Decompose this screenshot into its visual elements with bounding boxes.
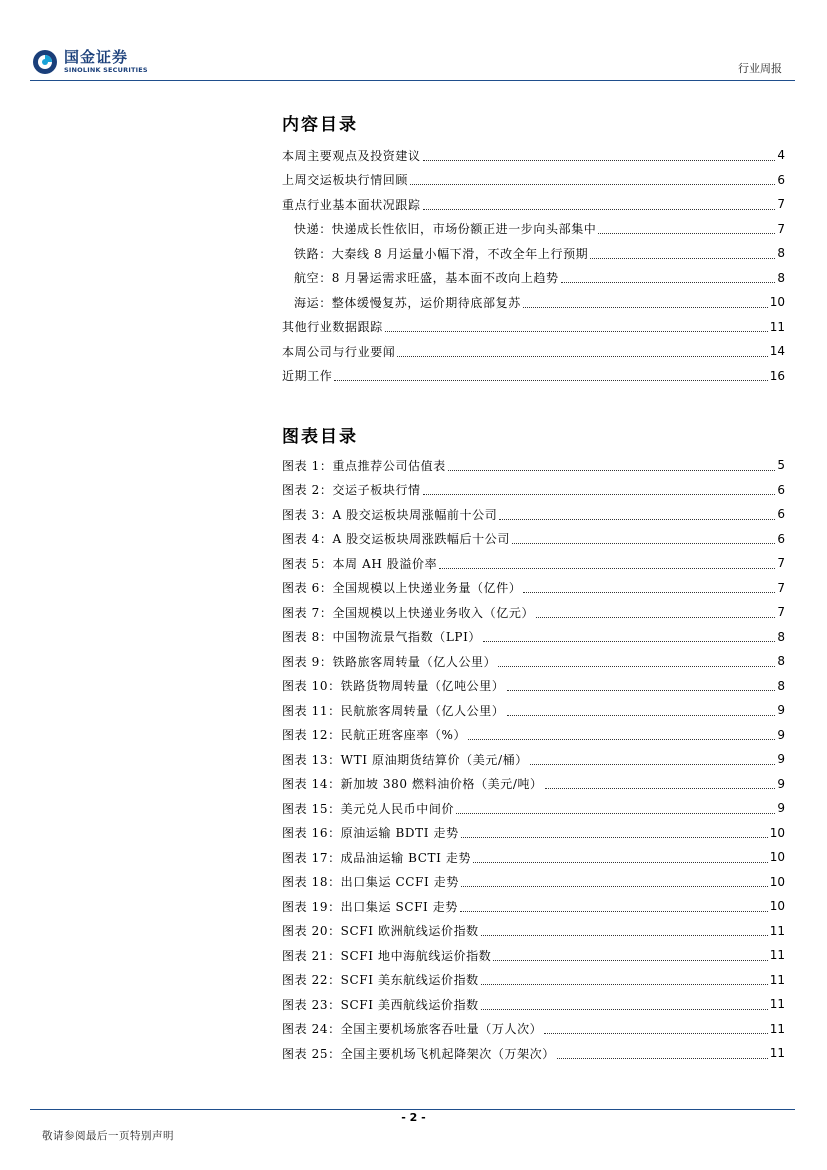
dot-leader (523, 582, 775, 593)
toc-entry-label[interactable]: 近期工作 (282, 369, 333, 384)
dot-leader (397, 346, 767, 357)
figure-entry[interactable] (282, 747, 785, 772)
figure-entry[interactable] (282, 478, 785, 503)
figure-entry-label[interactable]: 图表 22：SCFI 美东航线运价指数 (282, 973, 479, 988)
figure-entry-label[interactable]: 图表 18：出口集运 CCFI 走势 (282, 875, 459, 890)
brand-name-en: SINOLINK SECURITIES (64, 66, 148, 74)
figure-entry-page[interactable]: 8 (777, 654, 785, 669)
dot-leader (448, 460, 776, 471)
toc-entry[interactable] (282, 339, 785, 364)
dot-leader (410, 174, 775, 185)
figure-entry-label[interactable]: 图表 19：出口集运 SCFI 走势 (282, 899, 458, 914)
toc-entry[interactable] (282, 266, 785, 291)
figure-entry-label[interactable]: 图表 23：SCFI 美西航线运价指数 (282, 997, 479, 1012)
toc-entry-page[interactable]: 6 (777, 172, 785, 187)
toc-entry[interactable] (282, 241, 785, 266)
figure-entry[interactable] (282, 870, 785, 895)
figure-entry[interactable] (282, 551, 785, 576)
figure-entry[interactable] (282, 919, 785, 944)
dot-leader (523, 297, 768, 308)
figure-entry[interactable] (282, 600, 785, 625)
dot-leader (334, 370, 767, 381)
dot-leader (493, 950, 767, 961)
dot-leader (468, 729, 775, 740)
report-type: 行业周报 (738, 62, 782, 75)
toc-entry[interactable] (282, 315, 785, 340)
dot-leader (483, 631, 775, 642)
figure-entry[interactable] (282, 674, 785, 699)
toc-entry-page[interactable]: 7 (777, 221, 785, 236)
figure-entry-page[interactable]: 9 (777, 703, 785, 718)
dot-leader (512, 533, 775, 544)
figure-entry-page[interactable]: 11 (769, 972, 785, 987)
figure-entry-page[interactable]: 9 (777, 801, 785, 816)
figure-entry-page[interactable]: 6 (777, 482, 785, 497)
toc-entry-page[interactable]: 10 (769, 295, 785, 310)
figure-entry[interactable] (282, 649, 785, 674)
figure-entry[interactable] (282, 1041, 785, 1066)
toc-entry-label[interactable]: 本周公司与行业要闻 (282, 344, 396, 359)
dot-leader (423, 199, 776, 210)
figure-entry-page[interactable]: 9 (777, 752, 785, 767)
figures-title: 图表目录 (282, 427, 358, 447)
toc-title: 内容目录 (282, 115, 358, 135)
dot-leader (544, 1023, 767, 1034)
toc-entry-page[interactable]: 7 (777, 197, 785, 212)
figure-entry[interactable] (282, 845, 785, 870)
figure-entry-label[interactable]: 图表 8：中国物流景气指数（LPI） (282, 630, 482, 645)
figure-entry-label[interactable]: 图表 3：A 股交运板块周涨幅前十公司 (282, 507, 498, 522)
toc-entry-label[interactable]: 航空：8 月暑运需求旺盛，基本面不改向上趋势 (294, 271, 559, 286)
figure-entry-label[interactable]: 图表 10：铁路货物周转量（亿吨公里） (282, 679, 505, 694)
figure-entry[interactable] (282, 992, 785, 1017)
dot-leader (545, 778, 776, 789)
figure-entry-label[interactable]: 图表 20：SCFI 欧洲航线运价指数 (282, 924, 479, 939)
figure-entry-label[interactable]: 图表 21：SCFI 地中海航线运价指数 (282, 948, 492, 963)
dot-leader (536, 607, 775, 618)
figure-entry-label[interactable]: 图表 12：民航正班客座率（%） (282, 728, 467, 743)
dot-leader (498, 656, 775, 667)
disclaimer: 敬请参阅最后一页特别声明 (42, 1130, 174, 1142)
figure-entry[interactable] (282, 502, 785, 527)
figure-entry-page[interactable]: 7 (777, 580, 785, 595)
toc-entry[interactable] (282, 290, 785, 315)
dot-leader (456, 803, 775, 814)
dot-leader (507, 705, 776, 716)
figure-entry[interactable] (282, 943, 785, 968)
figure-entry-label[interactable]: 图表 15：美元兑人民币中间价 (282, 801, 455, 816)
figure-entry[interactable] (282, 894, 785, 919)
dot-leader (481, 974, 768, 985)
figure-entry-page[interactable]: 10 (769, 874, 785, 889)
dot-leader (481, 999, 768, 1010)
toc-entry[interactable] (282, 143, 785, 168)
toc-entry-label[interactable]: 铁路：大秦线 8 月运量小幅下滑，不改全年上行预期 (294, 246, 589, 261)
toc-entry-label[interactable]: 上周交运板块行情回顾 (282, 173, 409, 188)
figure-entry-page[interactable]: 6 (777, 531, 785, 546)
figure-entry-page[interactable]: 9 (777, 727, 785, 742)
figure-entry-page[interactable]: 7 (777, 556, 785, 571)
toc-entry-label[interactable]: 重点行业基本面状况跟踪 (282, 197, 421, 212)
dot-leader (561, 272, 776, 283)
toc-entry-label[interactable]: 海运：整体缓慢复苏，运价期待底部复苏 (294, 295, 521, 310)
figure-entry-label[interactable]: 图表 11：民航旅客周转量（亿人公里） (282, 703, 505, 718)
toc-list (282, 143, 785, 388)
toc-entry-page[interactable]: 16 (769, 368, 785, 383)
figure-entry[interactable] (282, 1017, 785, 1042)
dot-leader (598, 223, 775, 234)
toc-entry[interactable] (282, 364, 785, 389)
figure-entry-page[interactable]: 10 (769, 899, 785, 914)
dot-leader (590, 248, 775, 259)
figure-entry-page[interactable]: 11 (769, 1046, 785, 1061)
logo-mark-icon (32, 49, 58, 75)
toc-entry-label[interactable]: 快递：快递成长性依旧，市场份额正进一步向头部集中 (294, 222, 597, 237)
figure-entry-label[interactable]: 图表 16：原油运输 BDTI 走势 (282, 826, 459, 841)
figure-entry[interactable] (282, 796, 785, 821)
figure-entry-label[interactable]: 图表 17：成品油运输 BCTI 走势 (282, 850, 472, 865)
dot-leader (530, 754, 776, 765)
dot-leader (499, 509, 775, 520)
brand-name-cn: 国金证券 (64, 48, 129, 66)
dot-leader (439, 558, 775, 569)
figure-entry-label[interactable]: 图表 13：WTI 原油期货结算价（美元/桶） (282, 752, 528, 767)
figure-entry-label[interactable]: 图表 6：全国规模以上快递业务量（亿件） (282, 581, 522, 596)
toc-entry-page[interactable]: 4 (777, 148, 785, 163)
figure-entry[interactable] (282, 453, 785, 478)
dot-leader (473, 852, 768, 863)
dot-leader (507, 680, 776, 691)
figure-entry-page[interactable]: 11 (769, 948, 785, 963)
figure-entry-page[interactable]: 11 (769, 997, 785, 1012)
dot-leader (423, 484, 776, 495)
figure-entry[interactable] (282, 527, 785, 552)
toc-entry[interactable] (282, 192, 785, 217)
dot-leader (460, 901, 768, 912)
toc-entry[interactable] (282, 217, 785, 242)
figure-entry-page[interactable]: 8 (777, 678, 785, 693)
toc-entry[interactable] (282, 168, 785, 193)
figure-entry[interactable] (282, 723, 785, 748)
figure-entry-label[interactable]: 图表 7：全国规模以上快递业务收入（亿元） (282, 605, 535, 620)
figures-list (282, 453, 785, 1066)
figure-entry-page[interactable]: 7 (777, 605, 785, 620)
figure-entry-page[interactable]: 11 (769, 1021, 785, 1036)
page-number: - 2 - (401, 1111, 426, 1124)
figure-entry-page[interactable]: 5 (777, 458, 785, 473)
footer-divider (30, 1109, 795, 1110)
dot-leader (385, 321, 768, 332)
figure-entry-label[interactable]: 图表 1：重点推荐公司估值表 (282, 458, 446, 473)
figure-entry-label[interactable]: 图表 5：本周 AH 股溢价率 (282, 556, 438, 571)
figure-entry-label[interactable]: 图表 2：交运子板块行情 (282, 483, 421, 498)
figure-entry[interactable] (282, 821, 785, 846)
figure-entry[interactable] (282, 968, 785, 993)
dot-leader (461, 827, 768, 838)
dot-leader (461, 876, 768, 887)
toc-entry-label[interactable]: 其他行业数据跟踪 (282, 320, 383, 335)
toc-entry-label[interactable]: 本周主要观点及投资建议 (282, 148, 421, 163)
figure-entry-label[interactable]: 图表 14：新加坡 380 燃料油价格（美元/吨） (282, 777, 543, 792)
dot-leader (423, 150, 776, 161)
figure-entry-label[interactable]: 图表 4：A 股交运板块周涨跌幅后十公司 (282, 532, 510, 547)
toc-entry-page[interactable]: 14 (769, 344, 785, 359)
figure-entry[interactable] (282, 576, 785, 601)
dot-leader (557, 1048, 768, 1059)
header-divider (30, 80, 795, 81)
figure-entry[interactable] (282, 698, 785, 723)
figure-entry-page[interactable]: 8 (777, 629, 785, 644)
figure-entry-page[interactable]: 10 (769, 850, 785, 865)
dot-leader (481, 925, 768, 936)
figure-entry-page[interactable]: 11 (769, 923, 785, 938)
figure-entry-page[interactable]: 10 (769, 825, 785, 840)
figure-entry-page[interactable]: 9 (777, 776, 785, 791)
company-logo (30, 46, 160, 78)
figure-entry-label[interactable]: 图表 24：全国主要机场旅客吞吐量（万人次） (282, 1022, 543, 1037)
figure-entry-label[interactable]: 图表 9：铁路旅客周转量（亿人公里） (282, 654, 497, 669)
figure-entry[interactable] (282, 772, 785, 797)
figure-entry[interactable] (282, 625, 785, 650)
toc-entry-page[interactable]: 8 (777, 246, 785, 261)
toc-entry-page[interactable]: 11 (769, 319, 785, 334)
figure-entry-label[interactable]: 图表 25：全国主要机场飞机起降架次（万架次） (282, 1046, 555, 1061)
toc-entry-page[interactable]: 8 (777, 270, 785, 285)
figure-entry-page[interactable]: 6 (777, 507, 785, 522)
